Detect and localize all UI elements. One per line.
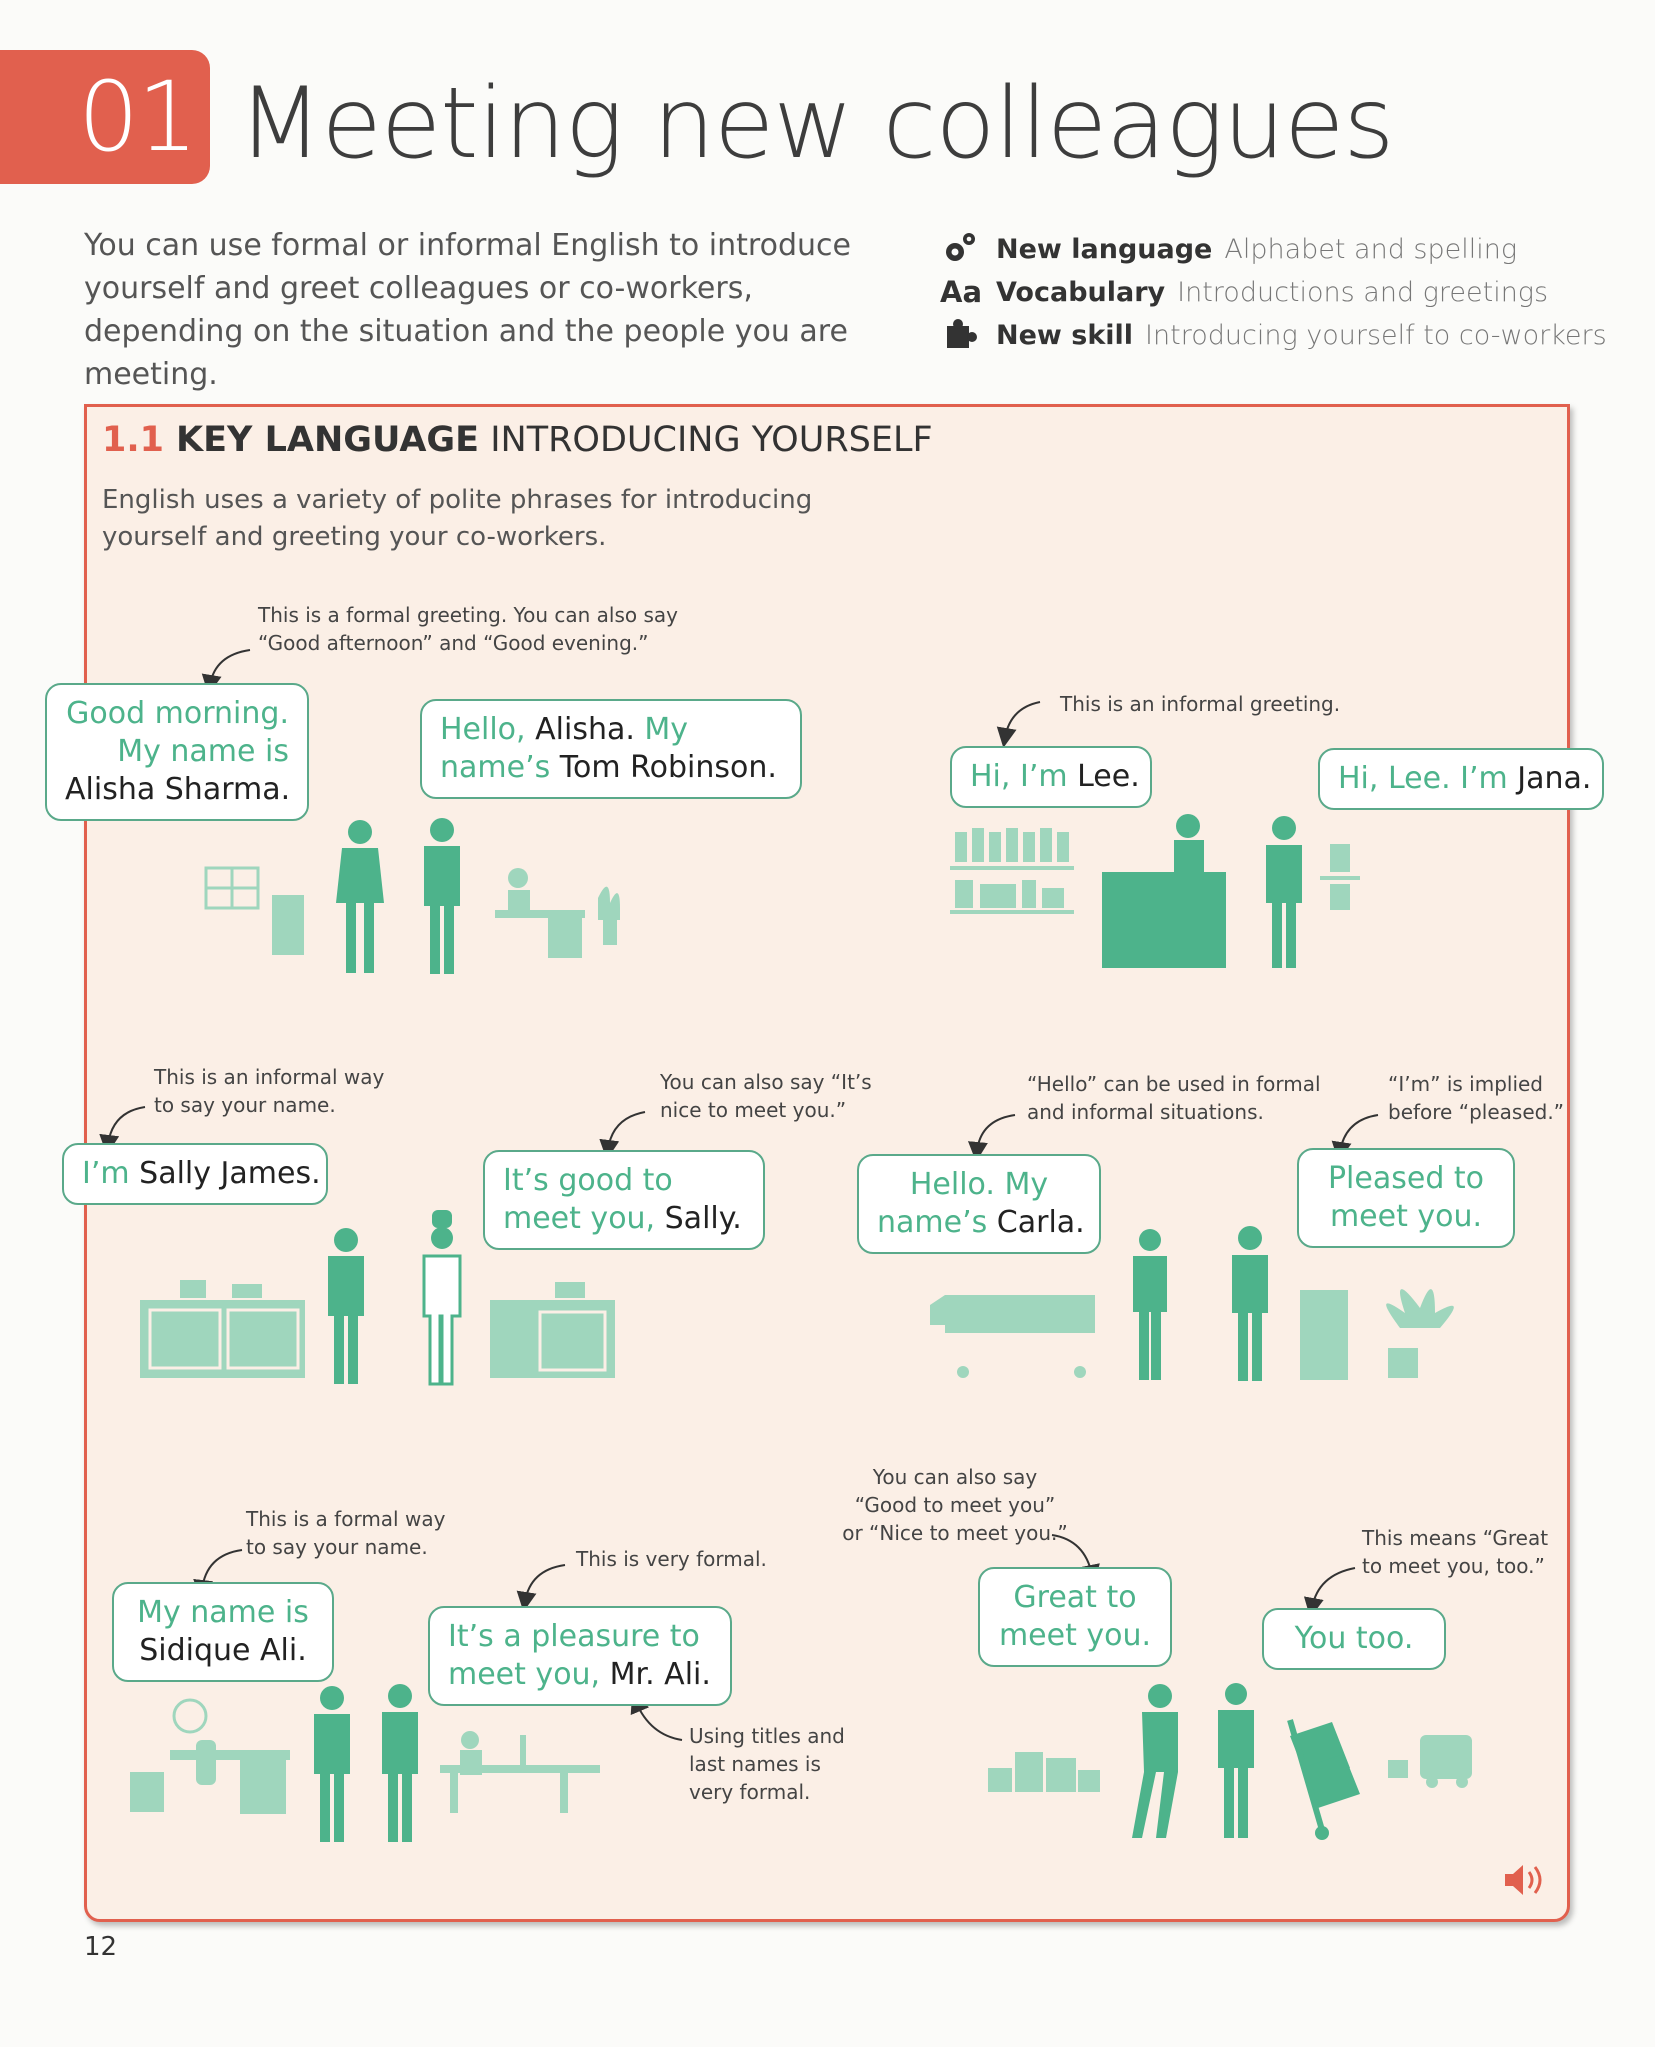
note-hello: “Hello” can be used in formal and informal situations. bbox=[1027, 1072, 1321, 1124]
meta-value: Introducing yourself to co-workers bbox=[1145, 320, 1607, 351]
meta-label: Vocabulary bbox=[996, 277, 1166, 308]
bubble-hello-alisha: Hello, Alisha. My name’s Tom Robinson. bbox=[420, 699, 802, 799]
scene-shop bbox=[950, 814, 1360, 968]
bubble-good-morning: Good morning. My name is Alisha Sharma. bbox=[45, 683, 309, 821]
note-great-too: This means “Great to meet you, too.” bbox=[1362, 1526, 1549, 1578]
page-title: Meeting new colleagues bbox=[238, 67, 1394, 181]
arrow-note8 bbox=[525, 1565, 565, 1602]
section-number: 1.1 bbox=[102, 420, 165, 460]
bubble-great-to-meet: Great to meet you. bbox=[978, 1567, 1172, 1667]
arrow-note5 bbox=[977, 1115, 1015, 1152]
arrow-note10 bbox=[1312, 1568, 1355, 1608]
meta-label: New skill bbox=[996, 320, 1134, 351]
bubble-good-to-meet-sally: It’s good to meet you, Sally. bbox=[483, 1150, 765, 1250]
bubble-pleased: Pleased to meet you. bbox=[1297, 1148, 1515, 1248]
note-nice-to-meet: You can also say “It’s nice to meet you.” bbox=[660, 1070, 872, 1122]
bubble-you-too: You too. bbox=[1262, 1608, 1446, 1670]
meta-value: Introductions and greetings bbox=[1177, 277, 1549, 308]
bubble-carla: Hello. My name’s Carla. bbox=[857, 1154, 1101, 1254]
aa-vocabulary-icon: Aa bbox=[940, 275, 983, 309]
arrow-note3 bbox=[108, 1107, 145, 1145]
note-titles: Using titles and last names is very formal. bbox=[689, 1724, 845, 1804]
note-informal-name: This is an informal way to say your name. bbox=[154, 1065, 385, 1117]
arrow-note4 bbox=[608, 1112, 645, 1150]
bubble-sally: I’m Sally James. bbox=[62, 1143, 328, 1205]
arrow-note11 bbox=[636, 1702, 682, 1740]
section-topic: INTRODUCING YOURSELF bbox=[490, 420, 933, 460]
note-informal-greeting: This is an informal greeting. bbox=[1060, 692, 1341, 716]
note-very-formal: This is very formal. bbox=[576, 1547, 767, 1571]
note-good-to-meet: You can also say “Good to meet you” or “Nice to meet you.” bbox=[842, 1465, 1068, 1545]
arrow-note1 bbox=[210, 650, 250, 685]
bubble-sidique: My name is Sidique Ali. bbox=[112, 1582, 334, 1682]
page-number: 12 bbox=[84, 1932, 118, 1962]
chapter-number: 01 bbox=[78, 61, 197, 173]
section-key: KEY LANGUAGE bbox=[176, 420, 480, 460]
note-im-implied: “I’m” is implied before “pleased.” bbox=[1388, 1072, 1565, 1124]
arrow-note6 bbox=[1340, 1115, 1378, 1152]
section-description: English uses a variety of polite phrases for introducing yourself and greeting your co-workers. bbox=[102, 485, 813, 552]
scene-delivery bbox=[988, 1683, 1472, 1840]
scene-office bbox=[206, 818, 620, 974]
meta-label: New language bbox=[996, 234, 1213, 265]
bubble-pleasure: It’s a pleasure to meet you, Mr. Ali. bbox=[428, 1606, 732, 1706]
arrow-note2 bbox=[1005, 702, 1040, 738]
bubble-hi-jana: Hi, Lee. I’m Jana. bbox=[1318, 748, 1604, 810]
note-formal-name: This is a formal way to say your name. bbox=[246, 1507, 446, 1559]
meta-value: Alphabet and spelling bbox=[1224, 234, 1518, 265]
scene-formal-office bbox=[130, 1684, 600, 1842]
intro-text: You can use formal or informal English to introduce yourself and greet colleagues or co-workers, depending on the situation and the people you are meeting. bbox=[84, 228, 851, 392]
speaker-icon[interactable] bbox=[1503, 1862, 1547, 1907]
bubble-hi-lee: Hi, I’m Lee. bbox=[950, 746, 1152, 808]
note-formal-greeting: This is a formal greeting. You can also say “Good afternoon” and “Good evening.” bbox=[258, 603, 678, 655]
